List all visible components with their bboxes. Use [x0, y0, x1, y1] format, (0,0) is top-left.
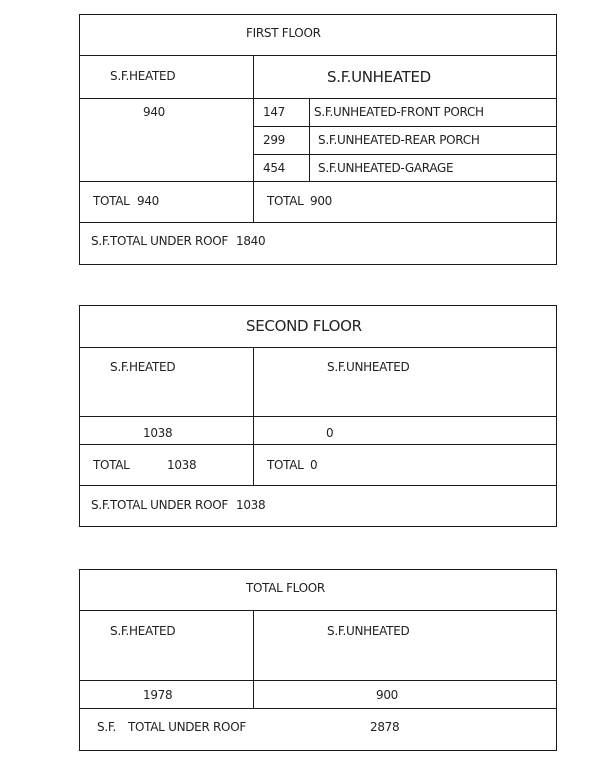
total-unheated-value: 900 — [310, 194, 333, 208]
under-roof-label: S.F.TOTAL UNDER ROOF — [91, 234, 228, 248]
first-floor-title: FIRST FLOOR — [246, 26, 321, 40]
divider — [79, 485, 557, 486]
total-floor-title: TOTAL FLOOR — [246, 581, 325, 595]
divider — [253, 347, 254, 485]
divider — [79, 222, 557, 223]
heated-header: S.F.HEATED — [110, 69, 176, 83]
unheated-value: 900 — [376, 688, 399, 702]
under-roof-value: 2878 — [370, 720, 400, 734]
heated-value: 1978 — [143, 688, 173, 702]
divider — [253, 610, 254, 708]
total-unheated-label: TOTAL — [267, 194, 304, 208]
divider — [79, 610, 557, 611]
under-roof-value: 1840 — [236, 234, 266, 248]
unheated-item-value: 299 — [263, 133, 286, 147]
total-heated-value: 940 — [137, 194, 160, 208]
unheated-item-label: S.F.UNHEATED-REAR PORCH — [318, 133, 480, 147]
under-roof-label: TOTAL UNDER ROOF — [128, 720, 246, 734]
unheated-item-value: 454 — [263, 161, 286, 175]
unheated-header: S.F.UNHEATED — [327, 68, 431, 86]
unheated-header: S.F.UNHEATED — [327, 360, 410, 374]
divider — [309, 98, 310, 181]
total-heated-value: 1038 — [167, 458, 197, 472]
divider — [253, 55, 254, 222]
total-unheated-value: 0 — [310, 458, 318, 472]
total-unheated-label: TOTAL — [267, 458, 304, 472]
unheated-item-value: 147 — [263, 105, 286, 119]
total-heated-label: TOTAL — [93, 458, 130, 472]
divider — [254, 126, 557, 127]
heated-header: S.F.HEATED — [110, 624, 176, 638]
heated-value: 1038 — [143, 426, 173, 440]
divider — [79, 444, 557, 445]
unheated-value: 0 — [326, 426, 334, 440]
heated-value: 940 — [143, 105, 166, 119]
divider — [79, 708, 557, 709]
heated-header: S.F.HEATED — [110, 360, 176, 374]
second-floor-title: SECOND FLOOR — [246, 317, 362, 335]
unheated-header: S.F.UNHEATED — [327, 624, 410, 638]
under-roof-value: 1038 — [236, 498, 266, 512]
divider — [79, 680, 557, 681]
under-roof-label: S.F.TOTAL UNDER ROOF — [91, 498, 228, 512]
unheated-item-label: S.F.UNHEATED-GARAGE — [318, 161, 454, 175]
divider — [79, 347, 557, 348]
divider — [79, 181, 557, 182]
divider — [79, 55, 557, 56]
unheated-item-label: S.F.UNHEATED-FRONT PORCH — [314, 105, 484, 119]
under-roof-prefix: S.F. — [97, 720, 117, 734]
divider — [254, 154, 557, 155]
total-heated-label: TOTAL — [93, 194, 130, 208]
divider — [79, 98, 557, 99]
divider — [79, 416, 557, 417]
